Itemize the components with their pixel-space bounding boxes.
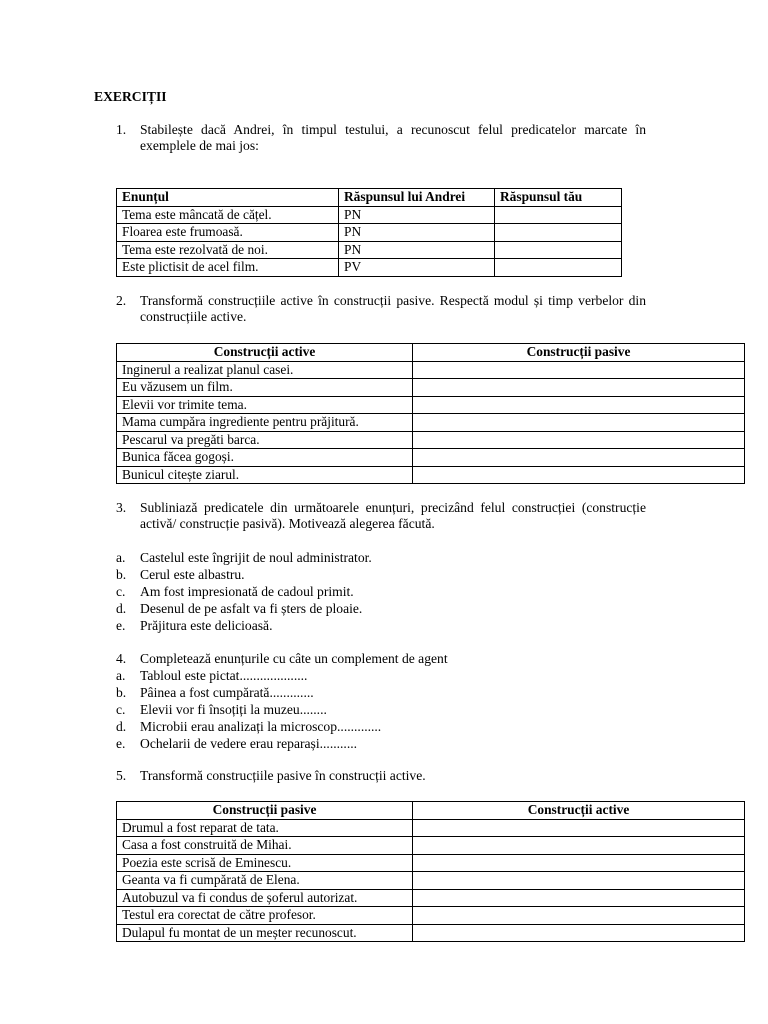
answer-cell[interactable] bbox=[495, 241, 622, 259]
table-header-row bbox=[117, 189, 622, 207]
table-cell: Autobuzul va fi condus de șoferul autorizat. bbox=[117, 889, 413, 907]
exercise-5-prompt bbox=[116, 768, 646, 784]
exercise-1-table bbox=[116, 188, 622, 277]
column-header: Enunțul bbox=[117, 189, 339, 207]
list-letter: b. bbox=[116, 566, 127, 582]
exercise-text: Completează enunțurile cu câte un complement de agent bbox=[140, 651, 448, 666]
table-row bbox=[117, 872, 745, 890]
column-header: Construcții active bbox=[413, 802, 745, 820]
table-row bbox=[117, 924, 745, 942]
table-row bbox=[117, 466, 745, 484]
list-item-text: Microbii erau analizați la microscop............. bbox=[140, 718, 382, 734]
table-cell: Casa a fost construită de Mihai. bbox=[117, 837, 413, 855]
exercise-number: 3. bbox=[116, 500, 127, 515]
answer-cell[interactable] bbox=[413, 414, 745, 432]
table-row bbox=[117, 414, 745, 432]
list-item-text: Elevii vor fi însoțiți la muzeu........ bbox=[140, 701, 327, 717]
list-item-text: Pâinea a fost cumpărată............. bbox=[140, 684, 314, 700]
table-cell: PN bbox=[339, 206, 495, 224]
list-letter: a. bbox=[116, 668, 126, 683]
table-cell: PV bbox=[339, 259, 495, 277]
answer-cell[interactable] bbox=[413, 889, 745, 907]
list-letter: c. bbox=[116, 701, 126, 717]
exercise-number: 2. bbox=[116, 293, 127, 308]
page-title: EXERCIȚII bbox=[94, 89, 167, 104]
list-item bbox=[116, 550, 372, 567]
exercise-4-prompt bbox=[116, 651, 646, 667]
exercise-text: Transformă construcțiile pasive în construcții active. bbox=[140, 768, 426, 783]
table-cell: Este plictisit de acel film. bbox=[117, 259, 339, 277]
answer-cell[interactable] bbox=[495, 259, 622, 277]
list-item-text: Ochelarii de vedere erau reparași........... bbox=[140, 735, 358, 751]
table-cell: Bunica făcea gogoși. bbox=[117, 449, 413, 467]
list-item bbox=[116, 668, 381, 685]
answer-cell[interactable] bbox=[413, 449, 745, 467]
answer-cell[interactable] bbox=[413, 854, 745, 872]
answer-cell[interactable] bbox=[413, 396, 745, 414]
list-item-text: Am fost impresionată de cadoul primit. bbox=[140, 583, 354, 599]
exercise-2-table bbox=[116, 343, 745, 484]
table-cell: PN bbox=[339, 224, 495, 242]
list-letter: c. bbox=[116, 583, 126, 599]
list-item bbox=[116, 567, 372, 584]
table-row bbox=[117, 396, 745, 414]
table-row bbox=[117, 241, 622, 259]
exercise-2-prompt bbox=[116, 293, 646, 325]
list-letter: e. bbox=[116, 617, 126, 633]
answer-cell[interactable] bbox=[413, 837, 745, 855]
list-item bbox=[116, 584, 372, 601]
table-cell: Mama cumpăra ingrediente pentru prăjitură. bbox=[117, 414, 413, 432]
list-letter: d. bbox=[116, 718, 127, 734]
list-item-text: Prăjitura este delicioasă. bbox=[140, 617, 273, 633]
answer-cell[interactable] bbox=[413, 379, 745, 397]
list-item-text: Castelul este îngrijit de noul administrator. bbox=[140, 550, 372, 565]
table-row bbox=[117, 907, 745, 925]
table-cell: PN bbox=[339, 241, 495, 259]
exercise-1-prompt bbox=[116, 122, 646, 154]
table-cell: Geanta va fi cumpărată de Elena. bbox=[117, 872, 413, 890]
answer-cell[interactable] bbox=[495, 206, 622, 224]
answer-cell[interactable] bbox=[413, 907, 745, 925]
column-header: Răspunsul tău bbox=[495, 189, 622, 207]
exercise-text: Subliniază predicatele din următoarele enunțuri, precizând felul construcției (construcție activă/ construcție pasivă). Motivează alegerea făcută. bbox=[140, 500, 646, 531]
list-item bbox=[116, 702, 381, 719]
column-header: Răspunsul lui Andrei bbox=[339, 189, 495, 207]
list-item-text: Desenul de pe asfalt va fi șters de ploaie. bbox=[140, 600, 363, 616]
list-item bbox=[116, 601, 372, 618]
table-row bbox=[117, 259, 622, 277]
table-row bbox=[117, 854, 745, 872]
table-row bbox=[117, 206, 622, 224]
table-row bbox=[117, 837, 745, 855]
answer-cell[interactable] bbox=[413, 466, 745, 484]
table-cell: Tema este rezolvată de noi. bbox=[117, 241, 339, 259]
table-cell: Pescarul va pregăti barca. bbox=[117, 431, 413, 449]
answer-cell[interactable] bbox=[413, 924, 745, 942]
list-item bbox=[116, 618, 372, 635]
column-header: Construcții pasive bbox=[117, 802, 413, 820]
table-row bbox=[117, 361, 745, 379]
answer-cell[interactable] bbox=[413, 431, 745, 449]
table-cell: Drumul a fost reparat de tata. bbox=[117, 819, 413, 837]
exercise-number: 4. bbox=[116, 651, 127, 666]
table-cell: Dulapul fu montat de un meșter recunoscut. bbox=[117, 924, 413, 942]
column-header: Construcții pasive bbox=[413, 344, 745, 362]
list-letter: e. bbox=[116, 735, 126, 751]
answer-cell[interactable] bbox=[413, 361, 745, 379]
exercise-3-list bbox=[116, 550, 372, 634]
table-row bbox=[117, 224, 622, 242]
list-letter: d. bbox=[116, 600, 127, 616]
table-row bbox=[117, 449, 745, 467]
table-header-row bbox=[117, 802, 745, 820]
table-row bbox=[117, 889, 745, 907]
answer-cell[interactable] bbox=[413, 872, 745, 890]
table-cell: Eu văzusem un film. bbox=[117, 379, 413, 397]
table-cell: Inginerul a realizat planul casei. bbox=[117, 361, 413, 379]
table-cell: Testul era corectat de către profesor. bbox=[117, 907, 413, 925]
table-cell: Tema este mâncată de cățel. bbox=[117, 206, 339, 224]
exercise-4-list bbox=[116, 668, 381, 752]
table-row bbox=[117, 431, 745, 449]
exercise-5-table bbox=[116, 801, 745, 942]
exercise-number: 5. bbox=[116, 768, 127, 783]
table-row bbox=[117, 379, 745, 397]
table-cell: Bunicul citește ziarul. bbox=[117, 466, 413, 484]
table-cell: Elevii vor trimite tema. bbox=[117, 396, 413, 414]
answer-cell[interactable] bbox=[495, 224, 622, 242]
list-letter: a. bbox=[116, 550, 126, 565]
exercise-text: Transformă construcțiile active în construcții pasive. Respectă modul și timp verbelor din construcțiile active. bbox=[140, 293, 646, 324]
exercise-number: 1. bbox=[116, 122, 127, 137]
list-item bbox=[116, 736, 381, 753]
table-cell: Poezia este scrisă de Eminescu. bbox=[117, 854, 413, 872]
exercise-text: Stabilește dacă Andrei, în timpul testului, a recunoscut felul predicatelor marcate în exemplele de mai jos: bbox=[140, 122, 646, 153]
list-item bbox=[116, 685, 381, 702]
table-header-row bbox=[117, 344, 745, 362]
table-cell: Floarea este frumoasă. bbox=[117, 224, 339, 242]
column-header: Construcții active bbox=[117, 344, 413, 362]
list-item bbox=[116, 719, 381, 736]
table-row bbox=[117, 819, 745, 837]
list-item-text: Tabloul este pictat.................... bbox=[140, 668, 308, 683]
answer-cell[interactable] bbox=[413, 819, 745, 837]
exercise-3-prompt bbox=[116, 500, 646, 532]
list-letter: b. bbox=[116, 684, 127, 700]
list-item-text: Cerul este albastru. bbox=[140, 566, 245, 582]
